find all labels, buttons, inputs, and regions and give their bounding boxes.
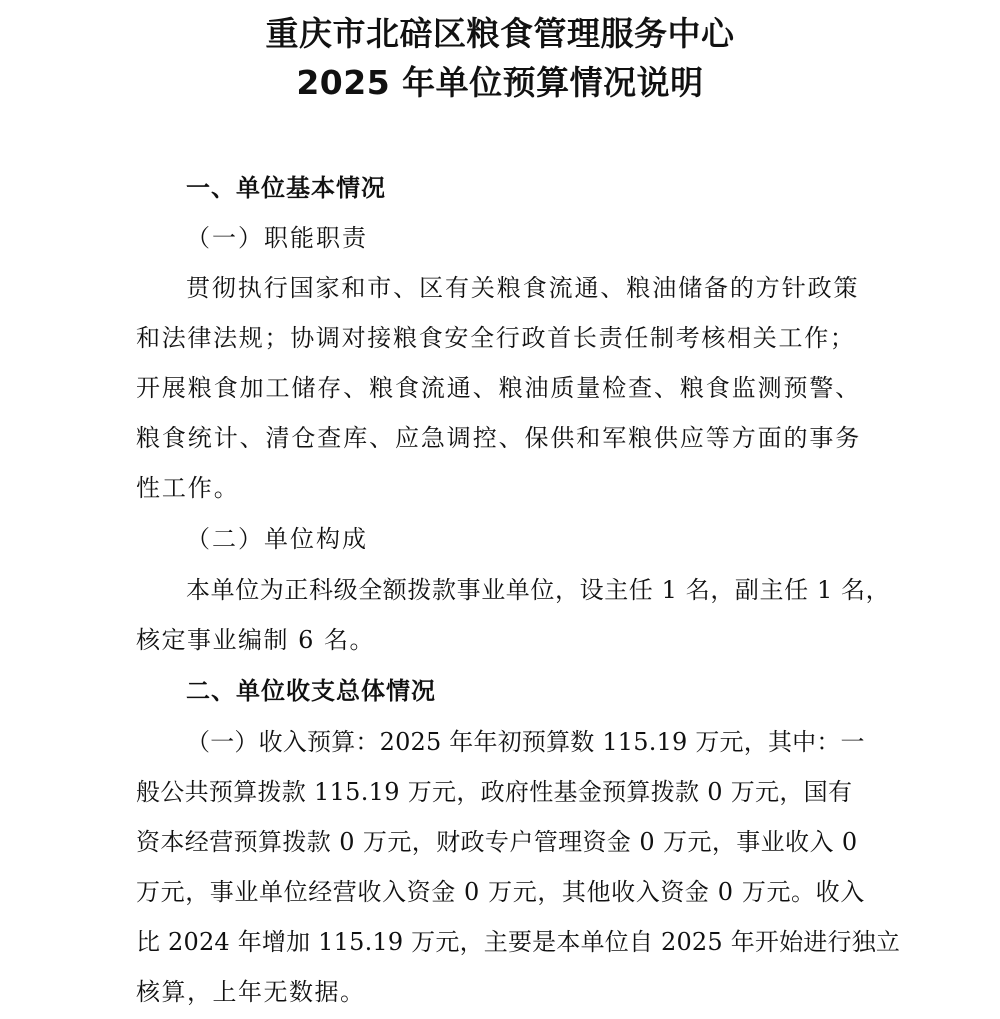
document-title-line-1: 重庆市北碚区粮食管理服务中心 [265, 14, 735, 53]
paragraph-line: 般公共预算拨款 115.19 万元，政府性基金预算拨款 0 万元，国有 [136, 778, 853, 806]
paragraph-line: 和法律法规；协调对接粮食安全行政首长责任制考核相关工作； [136, 324, 856, 352]
subsection-heading-duties: （一）职能职责 [186, 224, 368, 252]
paragraph-line: （一）收入预算：2025 年年初预算数 115.19 万元，其中：一 [186, 728, 865, 756]
paragraph-line: 性工作。 [136, 474, 240, 502]
paragraph-line: 万元，事业单位经营收入资金 0 万元，其他收入资金 0 万元。收入 [136, 878, 865, 906]
paragraph-line: 贯彻执行国家和市、区有关粮食流通、粮油储备的方针政策 [186, 274, 860, 302]
subsection-heading-composition: （二）单位构成 [186, 525, 368, 553]
paragraph-line: 开展粮食加工储存、粮食流通、粮油质量检查、粮食监测预警、 [136, 374, 862, 402]
paragraph-line: 资本经营预算拨款 0 万元，财政专户管理资金 0 万元，事业收入 0 [136, 828, 858, 856]
paragraph-line: 核定事业编制 6 名。 [136, 626, 376, 654]
section-heading-budget-overview: 二、单位收支总体情况 [186, 677, 436, 705]
paragraph-line: 核算，上年无数据。 [136, 978, 366, 1006]
paragraph-line: 比 2024 年增加 115.19 万元，主要是本单位自 2025 年开始进行独立 [136, 928, 901, 956]
paragraph-line: 粮食统计、清仓查库、应急调控、保供和军粮供应等方面的事务 [136, 424, 862, 452]
document-title-line-2: 2025 年单位预算情况说明 [296, 63, 704, 102]
section-heading-basic-info: 一、单位基本情况 [186, 174, 386, 202]
paragraph-line: 本单位为正科级全额拨款事业单位，设主任 1 名，副主任 1 名， [186, 576, 891, 604]
